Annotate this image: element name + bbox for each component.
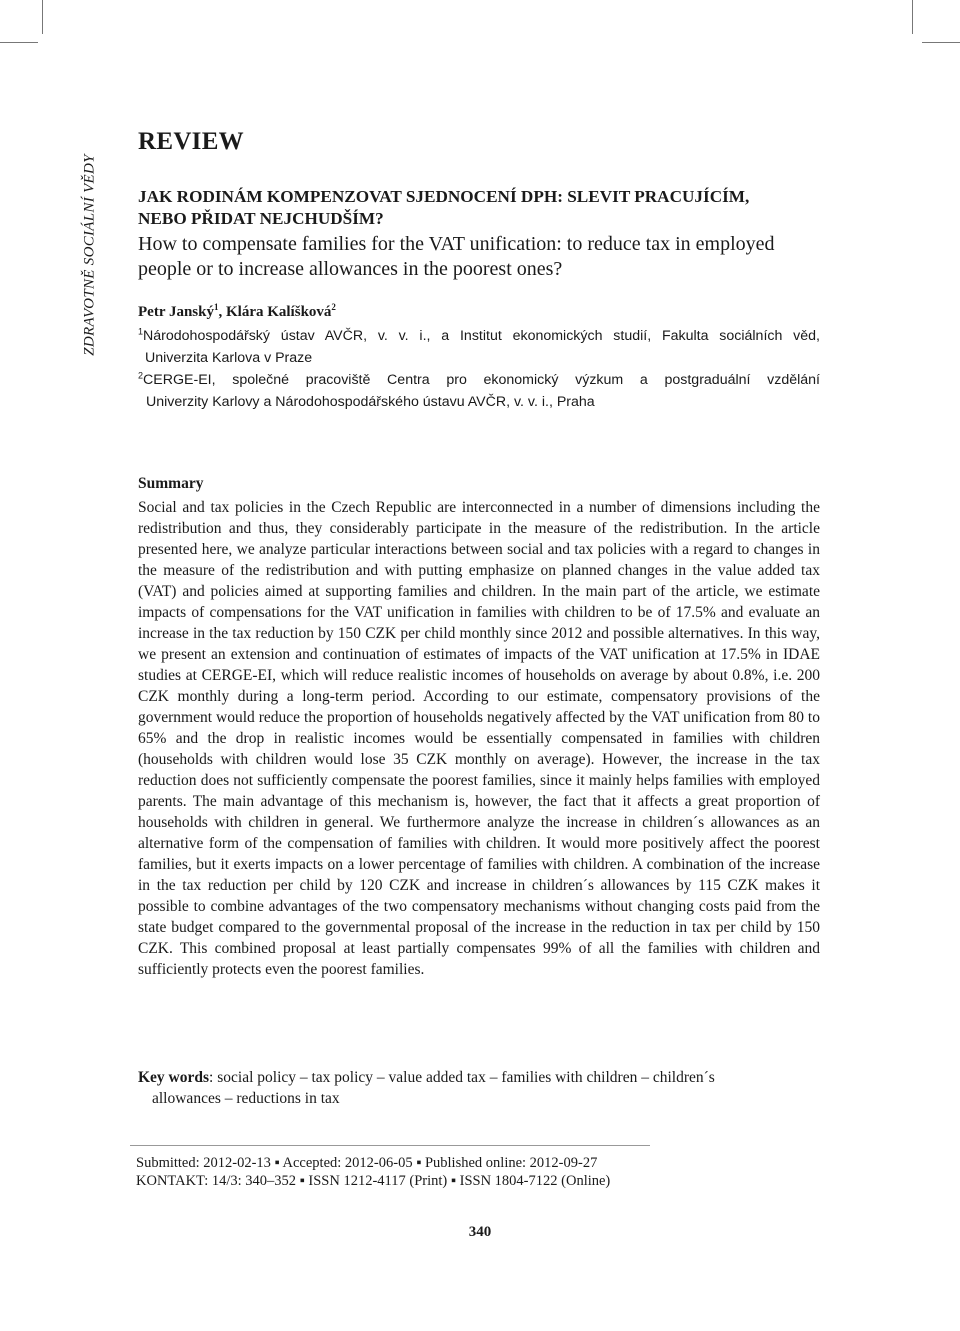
- keywords: [138, 1067, 820, 1109]
- affiliation-2: [138, 369, 820, 413]
- author-affiliation-mark: 2: [331, 302, 336, 312]
- author-list: [138, 304, 820, 321]
- article-title-czech: [138, 186, 820, 230]
- section-label: REVIEW: [138, 128, 244, 155]
- author-separator: ,: [218, 304, 226, 320]
- summary-heading: Summary: [138, 475, 204, 492]
- submission-dates: Submitted: 2012-02-13 ▪ Accepted: 2012-06-05 ▪ Published online: 2012-09-27: [136, 1155, 598, 1171]
- affiliation-text: CERGE-EI, společné pracoviště Centra pro ekonomický výzkum a postgraduální vzdělání: [143, 372, 820, 388]
- affiliation-mark: 1: [138, 326, 144, 337]
- page-number: 340: [468, 1224, 492, 1240]
- footer-divider: [130, 1145, 650, 1146]
- author-name: Klára Kalíšková: [225, 304, 332, 320]
- affiliation-text: Národohospodářský ústav AVČR, v. v. i., a Institut ekonomických studií, Fakulta sociálních věd,: [143, 328, 820, 344]
- title-cz-line: NEBO PŘIDAT NEJCHUDŠÍM?: [138, 209, 384, 228]
- keywords-text: allowances – reductions in tax: [152, 1090, 340, 1107]
- journal-side-label: [70, 130, 110, 380]
- title-cz-line: JAK RODINÁM KOMPENZOVAT SJEDNOCENÍ DPH: SLEVIT PRACUJÍCÍM,: [138, 187, 750, 206]
- affiliation-mark: 2: [138, 370, 144, 381]
- affiliation-text: Univerzita Karlova v Praze: [145, 350, 313, 366]
- crop-mark: [42, 0, 43, 34]
- keywords-label: Key words: [138, 1069, 210, 1086]
- affiliation-text: Univerzity Karlovy a Národohospodářského ústavu AVČR, v. v. i., Praha: [146, 394, 595, 410]
- crop-mark: [922, 42, 960, 43]
- summary-paragraph: Social and tax policies in the Czech Republic are interconnected in a number of dimensions including the redistribution and thus, they considerably participate in the measure of the redistribution. In the article presented here, we analyze particular interactions between social and tax policies with a regard to changes in the measure of the redistribution and with putting emphasize on planned changes in the value added tax (VAT) and policies aimed at supporting families and children. In the main part of the article, we estimate impacts of compensations for the VAT unification in families with children to be of 17.5% and evaluate an increase in the tax reduction by 150 CZK per child monthly since 2012 and possible alternatives. In this way, we present an extension and continuation of estimates of impacts of the VAT unification at 17.5% in IDAE studies at CERGE-EI, which will reduce realistic incomes of households on average by about 0.8%, i.e. 200 CZK monthly during a long-term period. According to our estimate, compensatory provisions of the government would reduce the proportion of households negatively affected by the VAT unification from 80 to 65% and the drop in realistic incomes would be essentially compensated in families with children (households with children would lose 35 CZK monthly on average). However, the increase in the tax reduction does not sufficiently compensate the poorest families, since it mainly helps families with employed parents. The main advantage of this mechanism is, however, the fact that it affects a great proportion of households with children in general. We furthermore analyze the increase in children´s allowances as an alternative form of the compensation of families with children. It would more positively affect the poorest families, but it exerts impacts on a lower percentage of families with children. A combination of the increase in the tax reduction per child by 120 CZK and increase in children´s allowances by 115 CZK makes it possible to combine advantages of the two compensatory mechanisms without changing costs paid from the state budget compared to the governmental proposal of the increase in the reduction in tax per child by 150 CZK. This combined proposal at least partially compensates 99% of all the families with children and sufficiently protects even the poorest families.: [138, 499, 820, 978]
- journal-citation: KONTAKT: 14/3: 340–352 ▪ ISSN 1212-4117 (Print) ▪ ISSN 1804-7122 (Online): [136, 1173, 611, 1189]
- article-title-english: [138, 232, 820, 282]
- title-en-line: How to compensate families for the VAT unification: to reduce tax in employed: [138, 233, 775, 255]
- crop-mark: [912, 0, 913, 34]
- author-name: Petr Janský: [138, 304, 214, 320]
- title-en-line: people or to increase allowances in the poorest ones?: [138, 258, 563, 280]
- crop-mark: [0, 42, 38, 43]
- journal-side-label-text: ZDRAVOTNĚ SOCIÁLNÍ VĚDY: [81, 154, 98, 356]
- author-affiliation-mark: 1: [213, 302, 219, 312]
- affiliation-1: [138, 325, 820, 369]
- keywords-text: : social policy – tax policy – value added tax – families with children – children´s: [209, 1069, 715, 1086]
